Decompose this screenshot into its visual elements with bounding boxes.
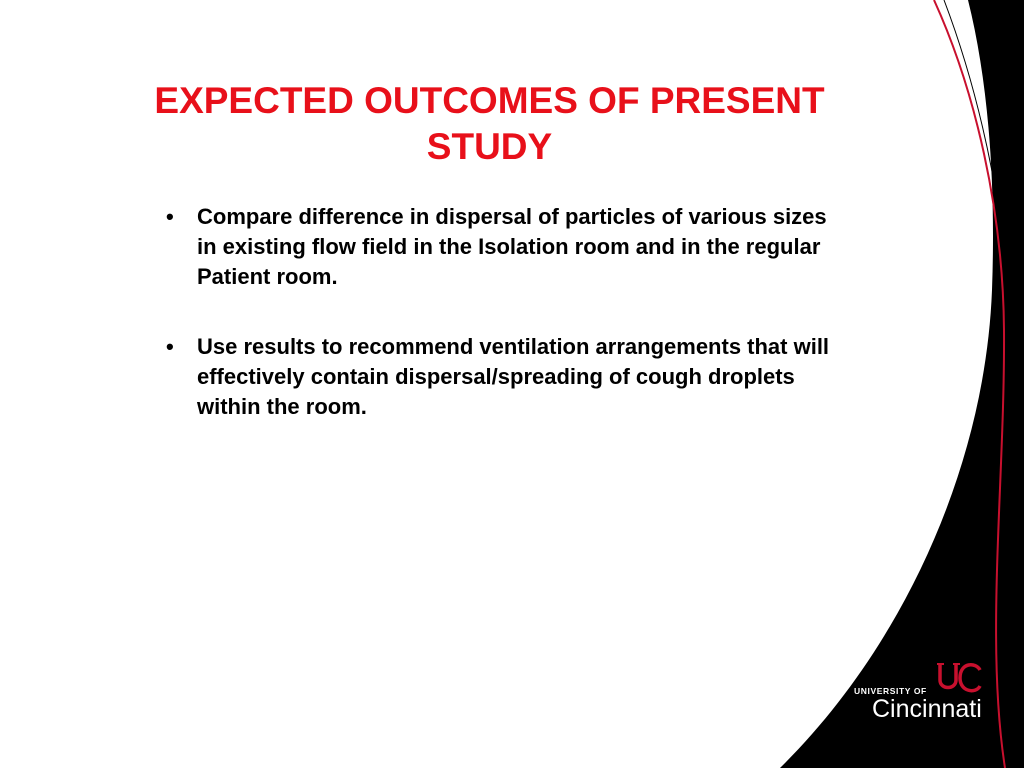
uc-logo-mark [936, 660, 982, 696]
bullet-list [160, 202, 840, 462]
bullet-text: Compare difference in dispersal of particles of various sizes in existing flow field in the Isolation room and in the regular Patient room. [197, 204, 827, 289]
slide-title: EXPECTED OUTCOMES OF PRESENT STUDY [154, 80, 825, 167]
logo-line-cincinnati: Cincinnati [872, 695, 982, 723]
bullet-item [160, 332, 840, 422]
logo-line-university-of: UNIVERSITY OF [854, 686, 927, 696]
bullet-marker: • [166, 334, 174, 359]
university-logo [852, 660, 992, 726]
bullet-text: Use results to recommend ventilation arrangements that will effectively contain dispersal/spreading of cough droplets within the room. [197, 334, 830, 419]
bullet-item [160, 202, 840, 292]
bullet-marker: • [166, 204, 174, 229]
